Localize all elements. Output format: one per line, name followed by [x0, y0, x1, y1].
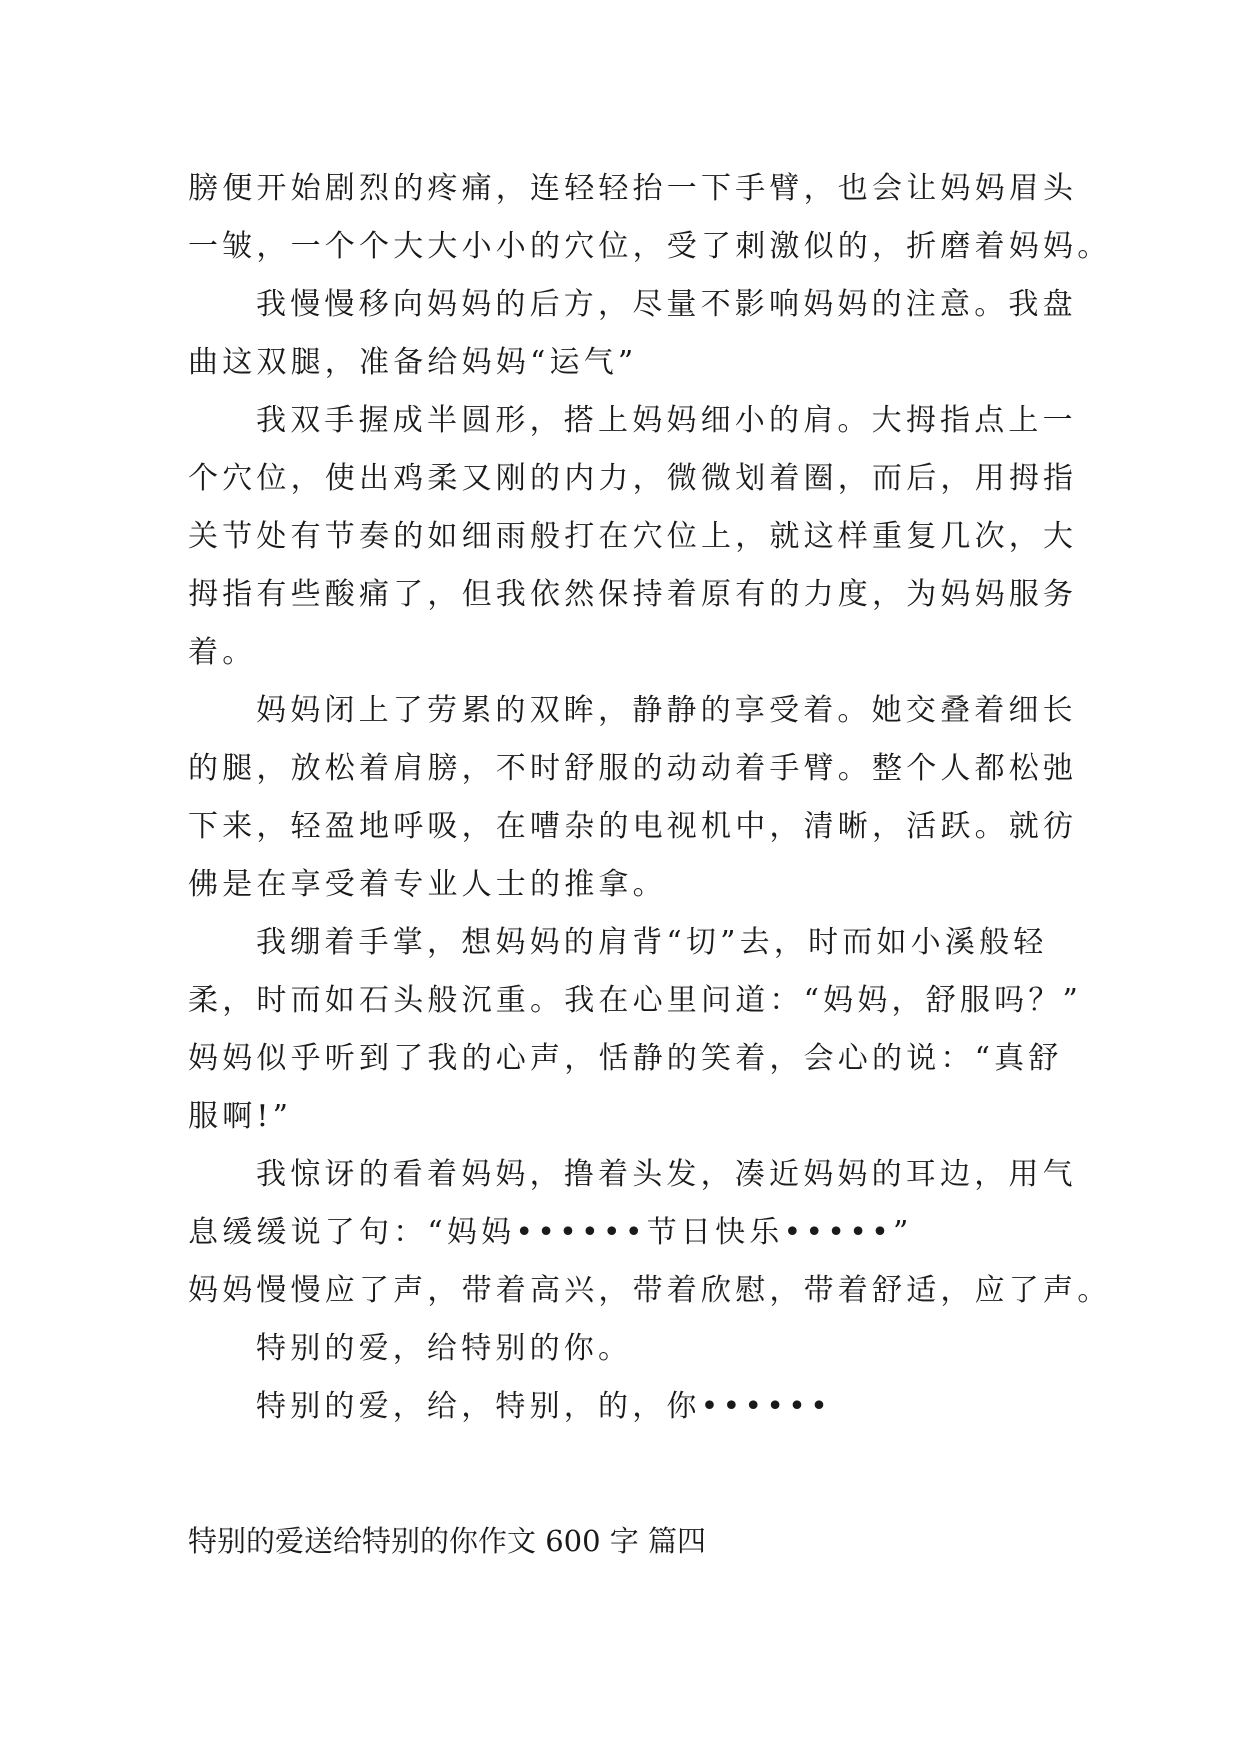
section-heading: 特别的爱送给特别的你作文 600 字 篇四 [188, 1524, 707, 1558]
text-line: 息缓缓说了句：“妈妈••••••节日快乐•••••” [188, 1215, 913, 1250]
text-line: 特别的爱，给，特别，的，你•••••• [256, 1389, 832, 1424]
text-line: 妈妈似乎听到了我的心声，恬静的笑着，会心的说：“真舒 [188, 1041, 1063, 1076]
text-line: 我绷着手掌，想妈妈的肩背“切”去，时而如小溪般轻 [256, 925, 1048, 960]
text-line: 我惊讶的看着妈妈，撸着头发，凑近妈妈的耳边，用气 [256, 1157, 1077, 1192]
text-line: 佛是在享受着专业人士的推拿。 [188, 867, 667, 902]
text-line: 曲这双腿，准备给妈妈“运气” [188, 345, 638, 380]
text-line: 的腿，放松着肩膀，不时舒服的动动着手臂。整个人都松弛 [188, 751, 1078, 786]
text-line: 我双手握成半圆形，搭上妈妈细小的肩。大拇指点上一 [256, 403, 1077, 438]
text-line: 一皱，一个个大大小小的穴位，受了刺激似的，折磨着妈妈。 [188, 229, 1112, 264]
text-line: 特别的爱，给特别的你。 [256, 1331, 633, 1366]
text-line: 个穴位，使出鸡柔又刚的内力，微微划着圈，而后，用拇指 [188, 461, 1078, 496]
text-line: 我慢慢移向妈妈的后方，尽量不影响妈妈的注意。我盘 [256, 287, 1077, 322]
text-line: 着。 [188, 635, 257, 670]
text-line: 服啊!” [188, 1099, 293, 1134]
text-line: 柔，时而如石头般沉重。我在心里问道：“妈妈，舒服吗？” [188, 983, 1083, 1018]
text-line: 拇指有些酸痛了，但我依然保持着原有的力度，为妈妈服务 [188, 577, 1078, 612]
text-line: 妈妈闭上了劳累的双眸，静静的享受着。她交叠着细长 [256, 693, 1077, 728]
text-line: 关节处有节奏的如细雨般打在穴位上，就这样重复几次，大 [188, 519, 1078, 554]
essay-body [188, 160, 1112, 1436]
text-line: 妈妈慢慢应了声，带着高兴，带着欣慰，带着舒适，应了声。 [188, 1273, 1112, 1308]
text-line: 下来，轻盈地呼吸，在嘈杂的电视机中，清晰，活跃。就彷 [188, 809, 1078, 844]
text-line: 膀便开始剧烈的疼痛，连轻轻抬一下手臂，也会让妈妈眉头 [188, 171, 1078, 206]
